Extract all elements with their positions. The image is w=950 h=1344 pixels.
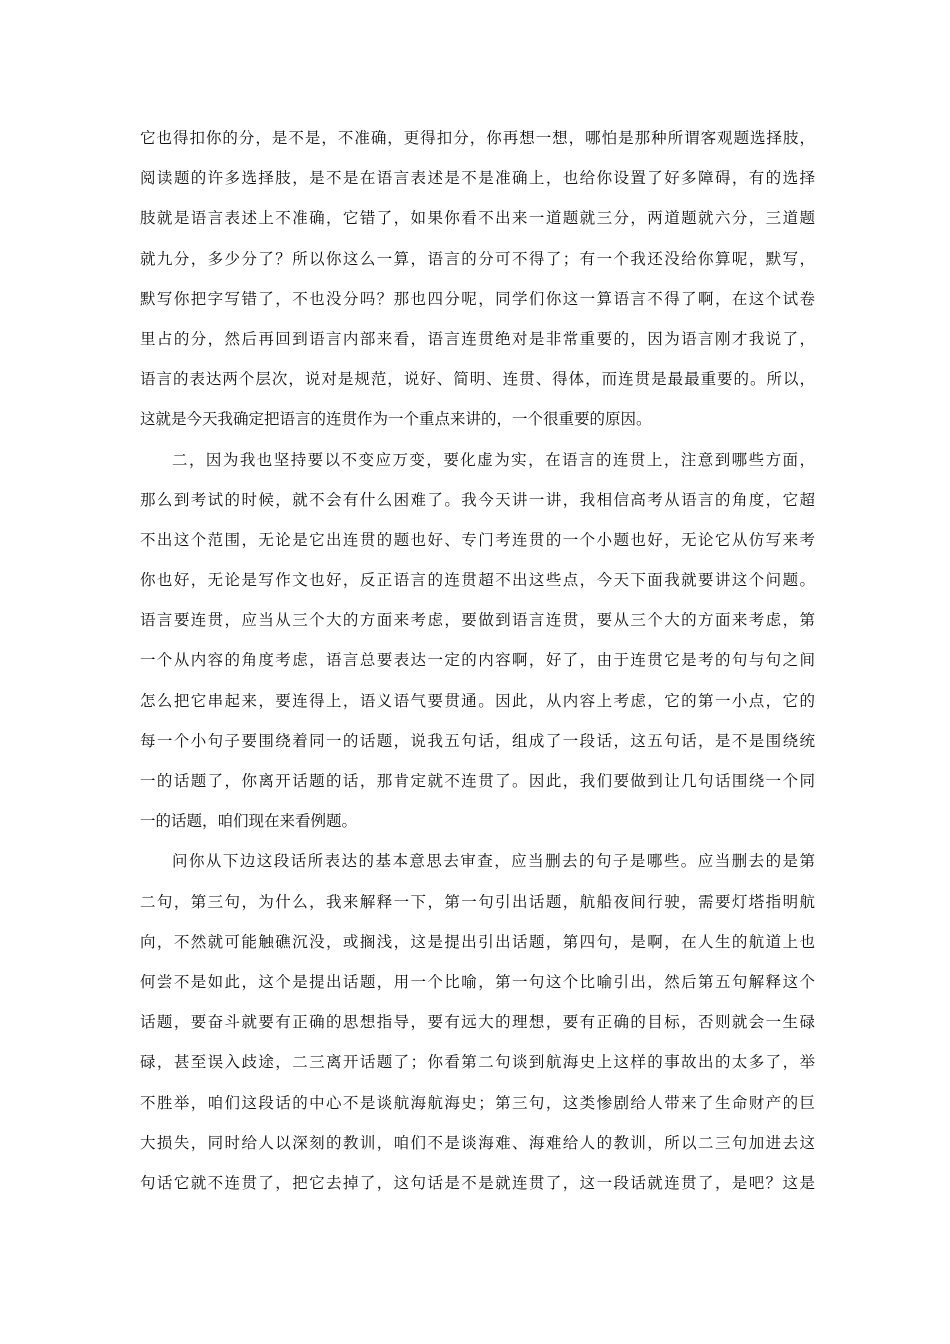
text-line: 不胜举，咱们这段话的中心不是谈航海航海史；第三句，这类惨剧给人带来了生命财产的巨 [140, 1093, 815, 1112]
text-line: 默写你把字写错了，不也没分吗？那也四分呢，同学们你这一算语言不得了啊，在这个试卷 [140, 289, 815, 308]
text-line: 里占的分，然后再回到语言内部来看，语言连贯绝对是非常重要的，因为语言刚才我说了， [140, 329, 815, 348]
text-line: 二，因为我也坚持要以不变应万变，要化虚为实，在语言的连贯上，注意到哪些方面， [172, 450, 815, 469]
text-line: 那么到考试的时候，就不会有什么困难了。我今天讲一讲，我相信高考从语言的角度，它超 [140, 490, 815, 509]
text-line: 向，不然就可能触礁沉没，或搁浅，这是提出引出话题，第四句，是啊，在人生的航道上也 [140, 932, 815, 951]
text-line: 语言要连贯，应当从三个大的方面来考虑，要做到语言连贯，要从三个大的方面来考虑，第 [140, 611, 815, 630]
text-line: 就九分，多少分了？所以你这么一算，语言的分可不得了；有一个我还没给你算呢，默写， [140, 249, 815, 268]
text-line: 每一个小句子要围绕着同一的话题，说我五句话，组成了一段话，这五句话，是不是围绕统 [140, 731, 815, 750]
text-line: 大损失，同时给人以深刻的教训，咱们不是谈海难、海难给人的教训，所以二三句加进去这 [140, 1133, 815, 1152]
text-line: 怎么把它串起来，要连得上，语义语气要贯通。因此，从内容上考虑，它的第一小点，它的 [140, 691, 815, 710]
text-line: 肢就是语言表述上不准确，它错了，如果你看不出来一道题就三分，两道题就六分，三道题 [140, 209, 815, 228]
body-text [140, 118, 815, 1203]
text-line: 一的话题了，你离开话题的话，那肯定就不连贯了。因此，我们要做到让几句话围绕一个同 [140, 772, 815, 790]
text-line: 何尝不是如此，这个是提出话题，用一个比喻，第一句这个比喻引出，然后第五句解释这个 [140, 972, 815, 991]
text-line: 问你从下边这段话所表达的基本意思去审查，应当删去的句子是哪些。应当删去的是第 [172, 852, 815, 871]
text-line: 它也得扣你的分，是不是，不准确，更得扣分，你再想一想，哪怕是那种所谓客观题选择肢， [140, 129, 815, 147]
text-line: 一的话题，咱们现在来看例题。 [140, 812, 358, 831]
text-line: 阅读题的许多选择肢，是不是在语言表述是不是准确上，也给你设置了好多障碍，有的选择 [140, 169, 815, 188]
text-line: 这就是今天我确定把语言的连贯作为一个重点来讲的，一个很重要的原因。 [140, 410, 652, 429]
text-line: 话题，要奋斗就要有正确的思想指导，要有远大的理想，要有正确的目标，否则就会一生碌 [140, 1013, 815, 1032]
text-line: 一个从内容的角度考虑，语言总要表达一定的内容啊，好了，由于连贯它是考的句与句之间 [140, 651, 815, 670]
text-line: 句话它就不连贯了，把它去掉了，这句话是不是就连贯了，这一段话就连贯了，是吧？这是 [140, 1173, 815, 1192]
text-line: 不出这个范围，无论是它出连贯的题也好、专门考连贯的一个小题也好，无论它从仿写来考 [140, 530, 815, 549]
text-line: 二句，第三句，为什么，我来解释一下，第一句引出话题，航船夜间行驶，需要灯塔指明航 [140, 892, 815, 911]
text-line: 你也好，无论是写作文也好，反正语言的连贯超不出这些点，今天下面我就要讲这个问题。 [140, 571, 815, 590]
text-line: 语言的表达两个层次，说对是规范，说好、简明、连贯、得体，而连贯是最最重要的。所以， [140, 370, 815, 389]
text-line: 碌，甚至误入歧途，二三离开话题了；你看第二句谈到航海史上这样的事故出的太多了，举 [140, 1053, 815, 1072]
